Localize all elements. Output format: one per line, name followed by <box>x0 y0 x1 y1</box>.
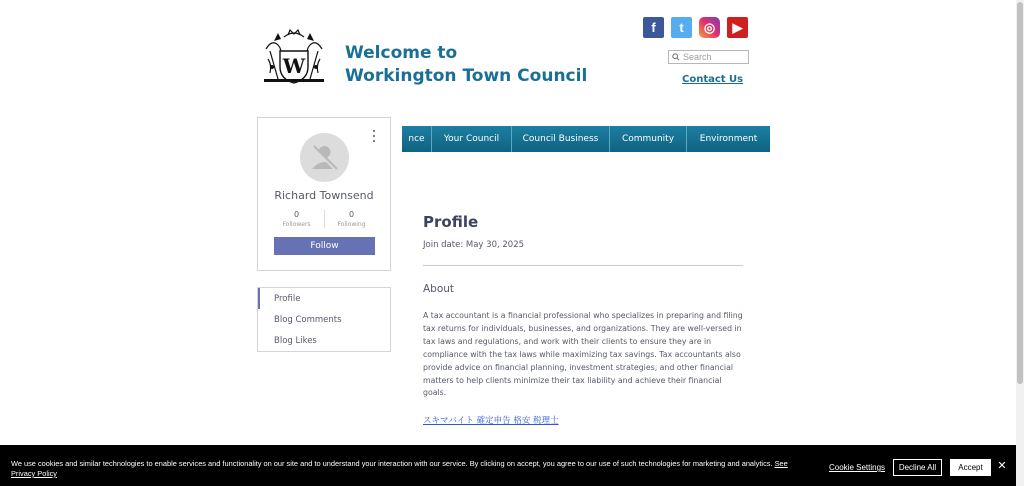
close-icon[interactable]: ✕ <box>997 460 1007 472</box>
youtube-icon[interactable]: ▶ <box>727 17 748 38</box>
page-title: Profile <box>423 213 479 231</box>
search-icon <box>672 53 680 61</box>
external-link[interactable]: スキマバイト 確定申告 格安 税理士 <box>423 416 559 427</box>
about-text: A tax accountant is a financial professional who specializes in preparing and filing tax returns for individuals, businesses, and organizations. They are well-versed in tax laws and regulations, and work with their clients to ensure they are in compliance with the tax laws while maximizing tax savings. Tax accountants also provide advice on financial planning, investment strategies, and other financial matters to help clients minimize their tax liability and achieve their financial goals. <box>423 311 743 398</box>
content-divider <box>423 265 743 266</box>
join-date: Join date: May 30, 2025 <box>423 240 525 250</box>
contact-us-link[interactable]: Contact Us <box>682 74 744 85</box>
nav-item-community[interactable]: Community <box>610 126 687 152</box>
profile-side-menu <box>257 287 391 352</box>
decline-all-button[interactable]: Decline All <box>893 459 942 476</box>
following-stat[interactable] <box>325 210 379 228</box>
nav-item-your-council[interactable]: Your Council <box>432 126 512 152</box>
site-title[interactable] <box>345 42 587 88</box>
followers-stat[interactable] <box>270 210 324 228</box>
cookie-message-text: We use cookies and similar technologies to enable services and functionality on our site and to understand your interaction with our service. By clicking on accept, you agree to our use of such technologies for marketing and analytics. <box>11 459 773 468</box>
council-crest-logo[interactable] <box>260 29 328 85</box>
page-scrollbar[interactable] <box>1016 0 1024 486</box>
about-heading: About <box>423 283 455 295</box>
no-photo-icon <box>300 133 349 182</box>
instagram-icon[interactable]: ◎ <box>699 17 720 38</box>
site-title-line1: Welcome to <box>345 43 458 63</box>
site-title-line2: Workington Town Council <box>345 66 588 86</box>
follow-stats <box>258 210 390 228</box>
cookie-banner <box>0 445 1016 486</box>
profile-name: Richard Townsend <box>274 189 374 202</box>
accept-button[interactable]: Accept <box>950 459 991 476</box>
side-item-blog-likes[interactable]: Blog Likes <box>274 335 317 346</box>
cookie-settings-link[interactable]: Cookie Settings <box>829 463 886 472</box>
follow-button[interactable]: Follow <box>274 237 375 255</box>
following-label: Following <box>337 221 366 228</box>
search-input[interactable] <box>683 52 745 62</box>
followers-count: 0 <box>293 210 300 219</box>
cookie-message <box>11 459 811 479</box>
main-nav <box>402 126 770 152</box>
facebook-icon[interactable]: f <box>643 17 664 38</box>
social-links <box>643 17 748 38</box>
side-item-profile[interactable]: Profile <box>258 288 390 309</box>
following-count: 0 <box>348 210 355 219</box>
avatar <box>300 133 349 182</box>
followers-label: Followers <box>282 221 311 228</box>
nav-item-environment[interactable]: Environment <box>699 134 758 144</box>
more-options-icon[interactable] <box>372 130 376 142</box>
svg-text:W: W <box>282 54 306 78</box>
privacy-policy-link[interactable]: See Privacy Policy <box>11 459 788 478</box>
side-item-blog-comments[interactable]: Blog Comments <box>274 314 342 325</box>
profile-card <box>257 117 391 271</box>
nav-item-finance[interactable]: nce <box>402 126 432 152</box>
nav-item-council-business[interactable]: Council Business <box>512 126 610 152</box>
profile-content <box>423 213 743 426</box>
scrollbar-thumb[interactable] <box>1017 2 1023 384</box>
search-box <box>668 50 749 64</box>
twitter-icon[interactable]: t <box>671 17 692 38</box>
